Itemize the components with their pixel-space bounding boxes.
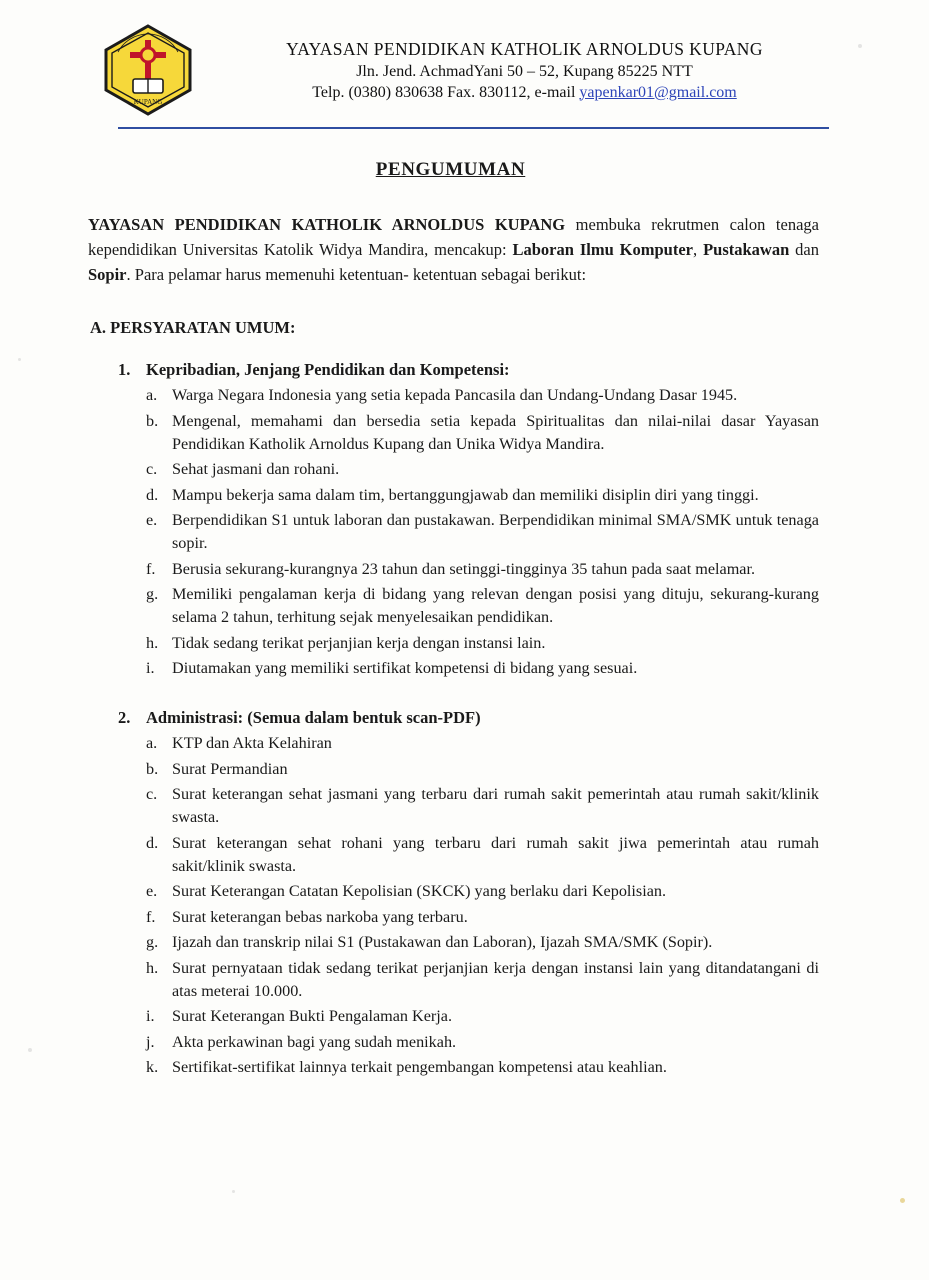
list-item [146,931,819,954]
list-item [146,384,819,407]
list-item [146,957,819,1003]
email-link[interactable]: yapenkar01@gmail.com [579,83,737,101]
intro-sep-1: , [693,239,704,259]
list-text: Surat keterangan bebas narkoba yang terbaru. [172,907,468,926]
header-divider [118,127,829,129]
list-text: Ijazah dan transkrip nilai S1 (Pustakawan dan Laboran), Ijazah SMA/SMK (Sopir). [172,933,713,952]
intro-paragraph [88,213,819,287]
svg-text:KUPANG: KUPANG [133,98,163,106]
list-item [146,657,819,680]
list-marker: h. [146,633,159,652]
list-text: Berpendidikan S1 untuk laboran dan pustakawan. Berpendidikan minimal SMA/SMK untuk tenaga sopir. [172,511,819,553]
list-marker: i. [146,659,155,678]
list-marker: k. [146,1058,159,1077]
scan-speck [18,358,21,361]
list-marker: c. [146,785,158,804]
list-marker: d. [146,833,159,852]
list-marker: e. [146,882,158,901]
list-item [146,1056,819,1079]
list-item [146,632,819,655]
list-item [146,458,819,481]
list-marker: a. [146,734,158,753]
list-text: Akta perkawinan bagi yang sudah menikah. [172,1032,457,1051]
list-text: Surat Keterangan Catatan Kepolisian (SKCK) yang berlaku dari Kepolisian. [172,882,667,901]
list-text: Mengenal, memahami dan bersedia setia kepada Spiritualitas dan nilai-nilai dasar Yayasan Pendidikan Katholik Arnoldus Kupang dan Unika Widya Mandira. [172,411,819,453]
org-contact [210,84,839,102]
intro-role-3: Sopir [88,264,127,284]
item-2-title-row [118,708,819,728]
list-marker: i. [146,1007,155,1026]
list-marker: a. [146,386,158,405]
list-item [146,783,819,829]
list-text: Surat Permandian [172,759,288,778]
scan-speck [900,1198,905,1203]
contact-prefix: Telp. (0380) 830638 Fax. 830112, e-mail [312,83,580,101]
page-title: PENGUMUMAN [375,159,526,180]
list-text: Sehat jasmani dan rohani. [172,460,340,479]
list-item [146,484,819,507]
list-text: Mampu bekerja sama dalam tim, bertanggungjawab dan memiliki disiplin diri yang tinggi. [172,485,759,504]
list-item [146,410,819,456]
intro-role-1: Laboran Ilmu Komputer [512,239,694,259]
list-marker: h. [146,958,159,977]
item-1-title-row [118,360,819,380]
numbered-item-2 [88,708,819,1079]
scan-speck [28,1048,32,1052]
yayasan-crest-icon [100,22,196,118]
list-text: Surat keterangan sehat rohani yang terbaru dari rumah sakit jiwa pemerintah atau rumah sakit/klinik swasta. [172,833,819,875]
list-text: Sertifikat-sertifikat lainnya terkait pengembangan kompetensi atau keahlian. [172,1058,667,1077]
list-marker: b. [146,759,159,778]
list-item [146,1005,819,1028]
list-text: Tidak sedang terikat perjanjian kerja dengan instansi lain. [172,633,546,652]
item-1-title: Kepribadian, Jenjang Pendidikan dan Kompetensi: [146,360,510,380]
list-item [146,732,819,755]
item-1-points [118,384,819,680]
list-text: Surat pernyataan tidak sedang terikat perjanjian kerja dengan instansi lain yang ditandatangani di atas meterai 10.000. [172,958,819,1000]
list-text: Surat Keterangan Bukti Pengalaman Kerja. [172,1007,453,1026]
list-item [146,583,819,629]
section-heading-a: A. PERSYARATAN UMUM: [90,318,296,338]
list-item [146,509,819,555]
list-text: Memiliki pengalaman kerja di bidang yang relevan dengan posisi yang dituju, sekurang-kurang selama 2 tahun, terhitung sejak menyelesaikan pendidikan. [172,585,819,627]
list-marker: f. [146,559,156,578]
list-marker: j. [146,1032,155,1051]
letterhead-text [210,39,869,102]
list-text: Surat keterangan sehat jasmani yang terbaru dari rumah sakit pemerintah atau rumah sakit/klinik swasta. [172,785,819,827]
list-text: Warga Negara Indonesia yang setia kepada Pancasila dan Undang-Undang Dasar 1945. [172,386,738,405]
list-marker: g. [146,933,159,952]
list-text: KTP dan Akta Kelahiran [172,734,332,753]
list-text: Diutamakan yang memiliki sertifikat kompetensi di bidang yang sesuai. [172,659,638,678]
intro-text-1: membuka rekrutmen calon tenaga kependidikan Universitas Katolik Widya Mandira, mencakup: [88,215,819,259]
org-address: Jln. Jend. AchmadYani 50 – 52, Kupang 85225 NTT [356,62,693,80]
scan-speck [858,44,862,48]
item-2-marker: 2. [118,708,131,728]
document-body [0,159,929,1079]
list-marker: e. [146,511,158,530]
item-2-title: Administrasi: (Semua dalam bentuk scan-PDF) [146,708,481,728]
list-marker: g. [146,585,159,604]
list-item [146,758,819,781]
list-marker: c. [146,460,158,479]
list-item [146,906,819,929]
letterhead [0,0,929,118]
numbered-item-1 [88,360,819,680]
list-item [146,832,819,878]
list-text: Berusia sekurang-kurangnya 23 tahun dan setinggi-tingginya 35 tahun pada saat melamar. [172,559,756,578]
intro-role-2: Pustakawan [703,239,790,259]
list-item [146,558,819,581]
intro-sep-2: dan [789,239,820,259]
list-item [146,1031,819,1054]
intro-text-2: . Para pelamar harus memenuhi ketentuan- ketentuan sebagai berikut: [126,264,587,284]
item-1-marker: 1. [118,360,131,380]
list-marker: b. [146,411,159,430]
intro-org: YAYASAN PENDIDIKAN KATHOLIK ARNOLDUS KUPANG [88,215,566,234]
item-2-points [118,732,819,1079]
scan-speck [232,1190,235,1193]
list-marker: f. [146,907,156,926]
org-name: YAYASAN PENDIDIKAN KATHOLIK ARNOLDUS KUPANG [286,38,763,59]
list-marker: d. [146,485,159,504]
list-item [146,880,819,903]
